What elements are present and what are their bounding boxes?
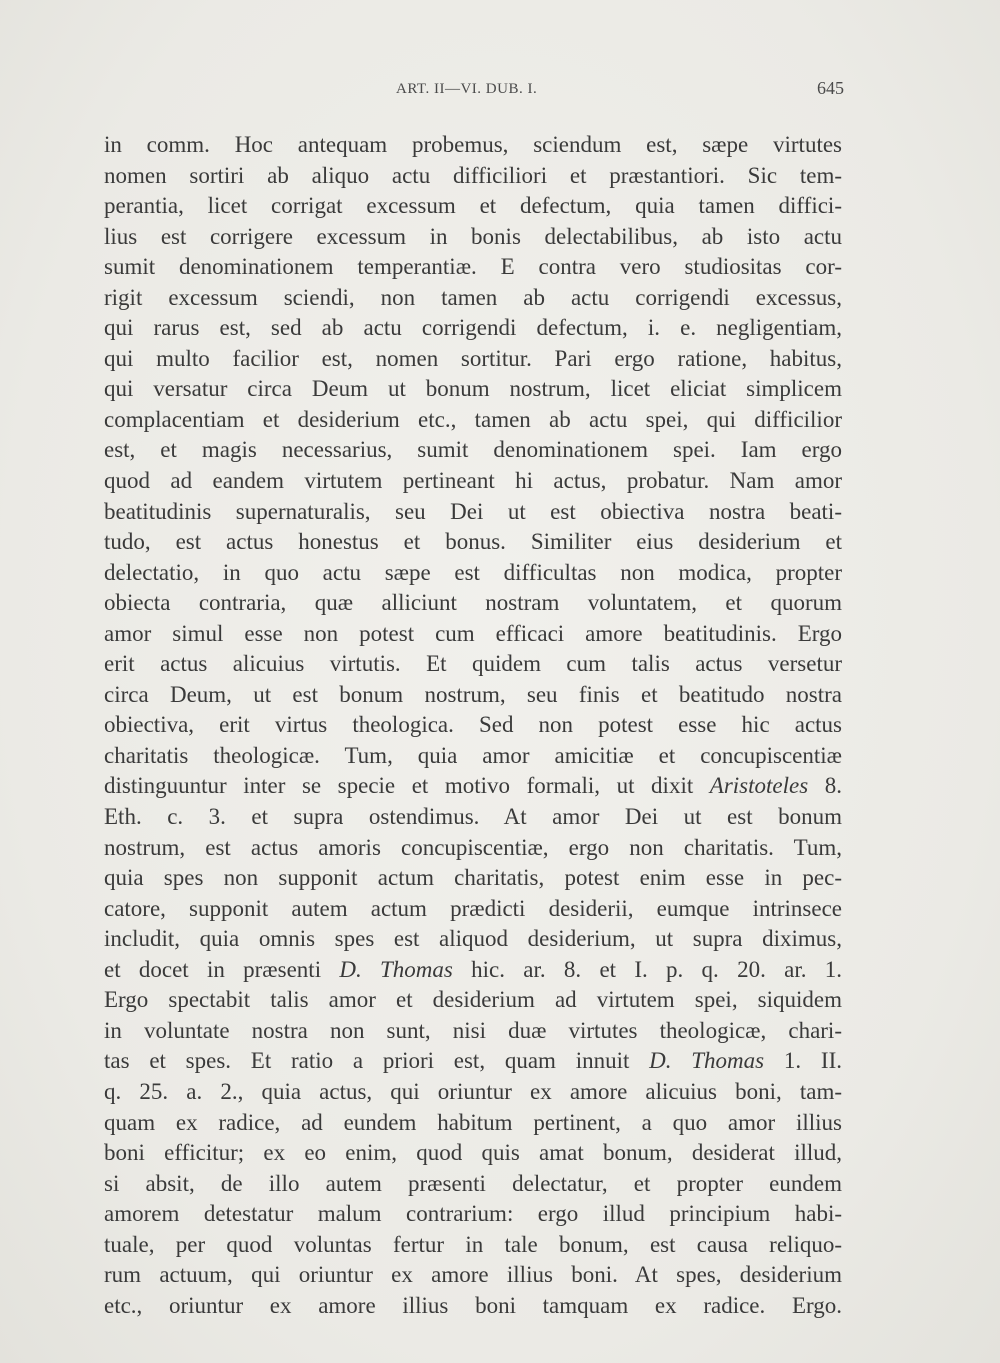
- text-line: lius est corrigere excessum in bonis delectabilibus, ab isto actu: [104, 223, 842, 249]
- text-line: tudo, est actus honestus et bonus. Similiter eius desiderium et: [104, 529, 842, 555]
- body-text: [104, 130, 842, 1321]
- text-line: qui versatur circa Deum ut bonum nostrum, licet eliciat simplicem: [104, 376, 842, 402]
- running-head: [104, 78, 844, 102]
- running-title: ART. II—VI. DUB. I.: [396, 81, 538, 97]
- text-line: boni efficitur; ex eo enim, quod quis amat bonum, desiderat illud,: [104, 1140, 842, 1166]
- text-line: rum actuum, qui oriuntur ex amore illius boni. At spes, desiderium: [104, 1262, 842, 1288]
- text-line: qui rarus est, sed ab actu corrigendi defectum, i. e. negligentiam,: [104, 315, 842, 341]
- text-line: erit actus alicuius virtutis. Et quidem cum talis actus versetur: [104, 651, 842, 677]
- text-line: amorem detestatur malum contrarium: ergo illud principium habi-: [104, 1201, 842, 1227]
- text-line: tas et spes. Et ratio a priori est, quam innuit D. Thomas 1. II.: [104, 1048, 842, 1074]
- text-line: q. 25. a. 2., quia actus, qui oriuntur ex amore alicuius boni, tam-: [104, 1078, 842, 1104]
- text-line: Eth. c. 3. et supra ostendimus. At amor Dei ut est bonum: [104, 804, 842, 830]
- text-line: complacentiam et desiderium etc., tamen ab actu spei, qui difficilior: [104, 406, 842, 432]
- text-line: perantia, licet corrigat excessum et defectum, quia tamen diffici-: [104, 193, 842, 219]
- text-line: et docet in præsenti D. Thomas hic. ar. 8. et I. p. q. 20. ar. 1.: [104, 956, 842, 982]
- text-line: est, et magis necessarius, sumit denominationem spei. Iam ergo: [104, 437, 842, 463]
- page-number: 645: [817, 78, 844, 98]
- text-line: si absit, de illo autem præsenti delectatur, et propter eundem: [104, 1170, 842, 1196]
- text-line: etc., oriuntur ex amore illius boni tamquam ex radice. Ergo.: [104, 1292, 842, 1318]
- text-line: delectatio, in quo actu sæpe est difficultas non modica, propter: [104, 559, 842, 585]
- text-line: in voluntate nostra non sunt, nisi duæ virtutes theologicæ, chari-: [104, 1017, 842, 1043]
- text-line: includit, quia omnis spes est aliquod desiderium, ut supra diximus,: [104, 926, 842, 952]
- text-line: quam ex radice, ad eundem habitum pertinent, a quo amor illius: [104, 1109, 842, 1135]
- text-line: sumit denominationem temperantiæ. E contra vero studiositas cor-: [104, 254, 842, 280]
- text-line: nomen sortiri ab aliquo actu difficiliori et præstantiori. Sic tem-: [104, 162, 842, 188]
- text-line: tuale, per quod voluntas fertur in tale bonum, est causa reliquo-: [104, 1231, 842, 1257]
- text-line: quod ad eandem virtutem pertineant hi actus, probatur. Nam amor: [104, 468, 842, 494]
- text-line: in comm. Hoc antequam probemus, sciendum est, sæpe virtutes: [104, 132, 842, 157]
- text-line: rigit excessum sciendi, non tamen ab actu corrigendi excessus,: [104, 284, 842, 310]
- text-line: obiectiva, erit virtus theologica. Sed non potest esse hic actus: [104, 712, 842, 738]
- text-line: beatitudinis supernaturalis, seu Dei ut est obiectiva nostra beati-: [104, 498, 842, 524]
- text-line: amor simul esse non potest cum efficaci amore beatitudinis. Ergo: [104, 620, 842, 646]
- text-line: obiecta contraria, quæ alliciunt nostram voluntatem, et quorum: [104, 590, 842, 616]
- text-line: nostrum, est actus amoris concupiscentiæ, ergo non charitatis. Tum,: [104, 834, 842, 860]
- text-line: charitatis theologicæ. Tum, quia amor amicitiæ et concupiscentiæ: [104, 742, 842, 768]
- text-line: catore, supponit autem actum prædicti desiderii, eumque intrinsece: [104, 895, 842, 921]
- text-line: Ergo spectabit talis amor et desiderium ad virtutem spei, siquidem: [104, 987, 842, 1013]
- text-line: qui multo facilior est, nomen sortitur. Pari ergo ratione, habitus,: [104, 345, 842, 371]
- text-line: circa Deum, ut est bonum nostrum, seu finis et beatitudo nostra: [104, 681, 842, 707]
- text-line: distinguuntur inter se specie et motivo formali, ut dixit Aristoteles 8.: [104, 773, 842, 799]
- text-line: quia spes non supponit actum charitatis, potest enim esse in pec-: [104, 865, 842, 891]
